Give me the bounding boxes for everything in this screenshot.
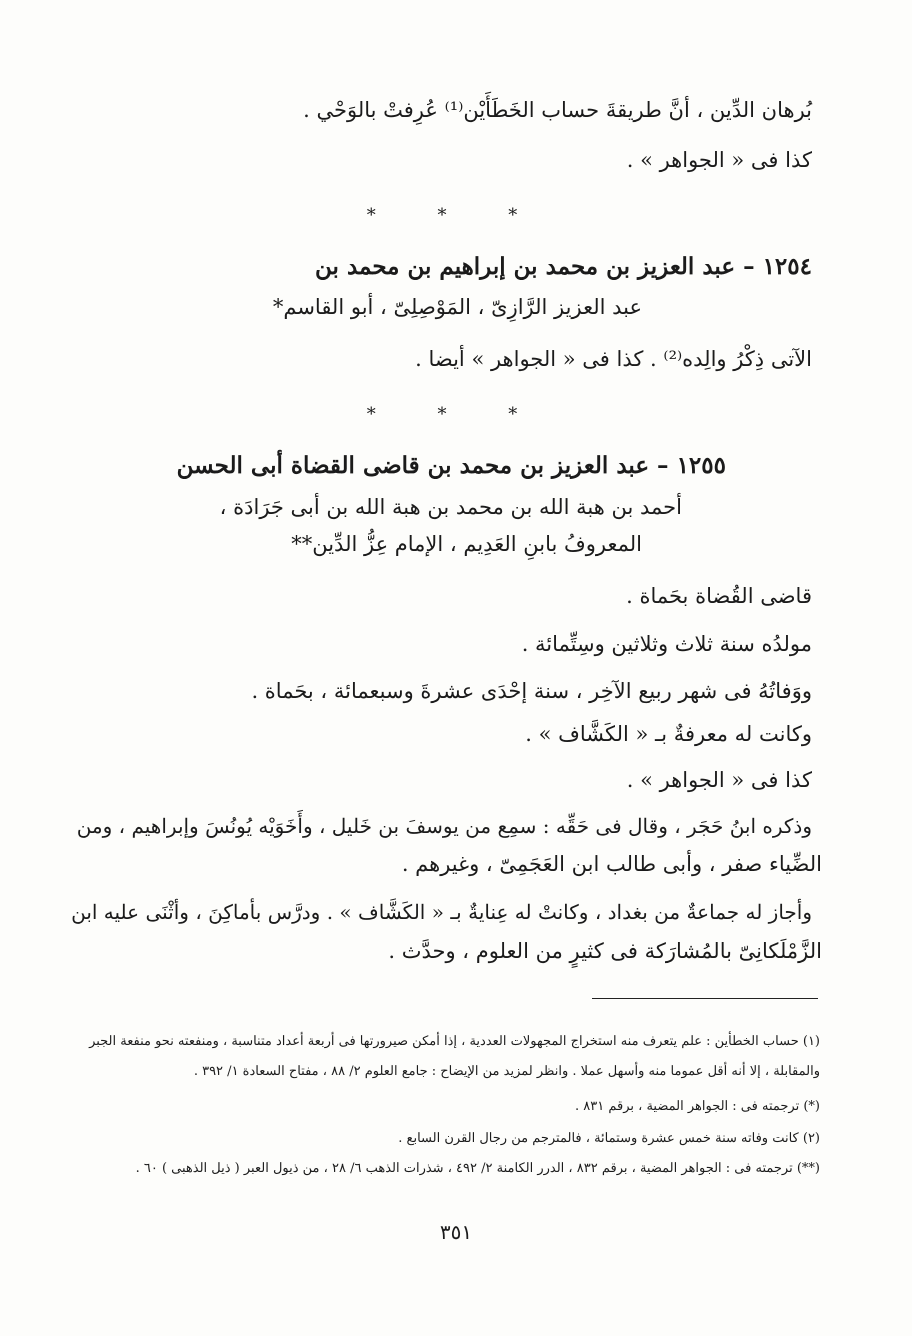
entry-heading: ١٢٥٥ – عبد العزيز بن محمد بن قاضى القضاة أبى الحسن bbox=[176, 452, 726, 479]
footnote: والمقابلة ، إلا أنه أقل عموما منه وأسهل عملا . وانظر لمزيد من الإيضاح : جامع العلوم ٢/ ٨٨ ، مفتاح السعادة ١/ ٣٩٢ . bbox=[193, 1064, 820, 1079]
entry-heading: ١٢٥٤ – عبد العزيز بن محمد بن إبراهيم بن محمد بن bbox=[315, 253, 812, 280]
body-line: كذا فى « الجواهر » . bbox=[626, 768, 812, 792]
footnote: (١) حساب الخطأين : علم يتعرف منه استخراج المجهولات العددية ، إذا أمكن صيرورتها فى أربعة أعداد متناسبة ، ومنفعته نحو منفعة الجبر bbox=[89, 1034, 820, 1049]
body-line: الآتى ذِكْرُ والِده⁽²⁾ . كذا فى « الجواهر » أيضا . bbox=[415, 347, 812, 371]
entry-heading-continuation: عبد العزيز الرَّازِىّ ، المَوْصِلِىّ ، أبو القاسم* bbox=[272, 295, 642, 319]
body-line: وأجاز له جماعةٌ من بغداد ، وكانتْ له عِنايةٌ بـ « الكَشَّاف » . ودرَّس بأماكِنَ ، وأثْنَى عليه ابن bbox=[71, 900, 812, 924]
body-line: بُرهان الدِّين ، أنَّ طريقةَ حساب الخَطَأَيْن⁽¹⁾ عُرِفتْ بالوَحْي . bbox=[303, 98, 812, 122]
footnote: (٢) كانت وفاته سنة خمس عشرة وستمائة ، فالمترجم من رجال القرن السابع . bbox=[398, 1131, 820, 1146]
body-line: وذكره ابنُ حَجَر ، وقال فى حَقِّه : سمِع من يوسفَ بن خَليل ، وأَخَوَيْه يُونُسَ وإبراهيم ، ومن bbox=[76, 814, 812, 838]
body-line: الضِّياء صفر ، وأبى طالب ابن العَجَمِىّ ، وغيرهم . bbox=[401, 852, 822, 876]
page-number: ٣٥١ bbox=[439, 1220, 473, 1244]
footnote: (**) ترجمته فى : الجواهر المضية ، برقم ٨٣٢ ، الدرر الكامنة ٢/ ٤٩٢ ، شذرات الذهب ٦/ ٢٨ ، من ذيول العبر ( ذيل الذهبى ) ٦٠ . bbox=[135, 1161, 820, 1176]
footnote-separator bbox=[592, 998, 818, 999]
body-line: الزَّمْلَكانِىّ بالمُشارَكة فى كثيرٍ من العلوم ، وحدَّث . bbox=[388, 939, 822, 963]
entry-heading-continuation: المعروفُ بابنِ العَدِيم ، الإمام عِزُّ الدِّين** bbox=[291, 532, 642, 556]
body-line: قاضى القُضاة بحَماة . bbox=[626, 584, 812, 608]
entry-heading-continuation: أحمد بن هبة الله بن محمد بن هبة الله بن أبى جَرَادَة ، bbox=[219, 495, 682, 519]
body-line: ووَفاتُهُ فى شهر ربيع الآخِر ، سنة إحْدَى عشرةَ وسبعمائة ، بحَماة . bbox=[251, 679, 812, 703]
footnote: (*) ترجمته فى : الجواهر المضية ، برقم ٨٣١ . bbox=[574, 1099, 820, 1114]
section-separator: * * * bbox=[366, 404, 546, 425]
body-line: وكانت له معرفةٌ بـ « الكَشَّاف » . bbox=[525, 722, 812, 746]
body-line: مولدُه سنة ثلاث وثلاثين وسِتِّمائة . bbox=[521, 632, 812, 656]
body-line: كذا فى « الجواهر » . bbox=[626, 148, 812, 172]
section-separator: * * * bbox=[366, 205, 546, 226]
